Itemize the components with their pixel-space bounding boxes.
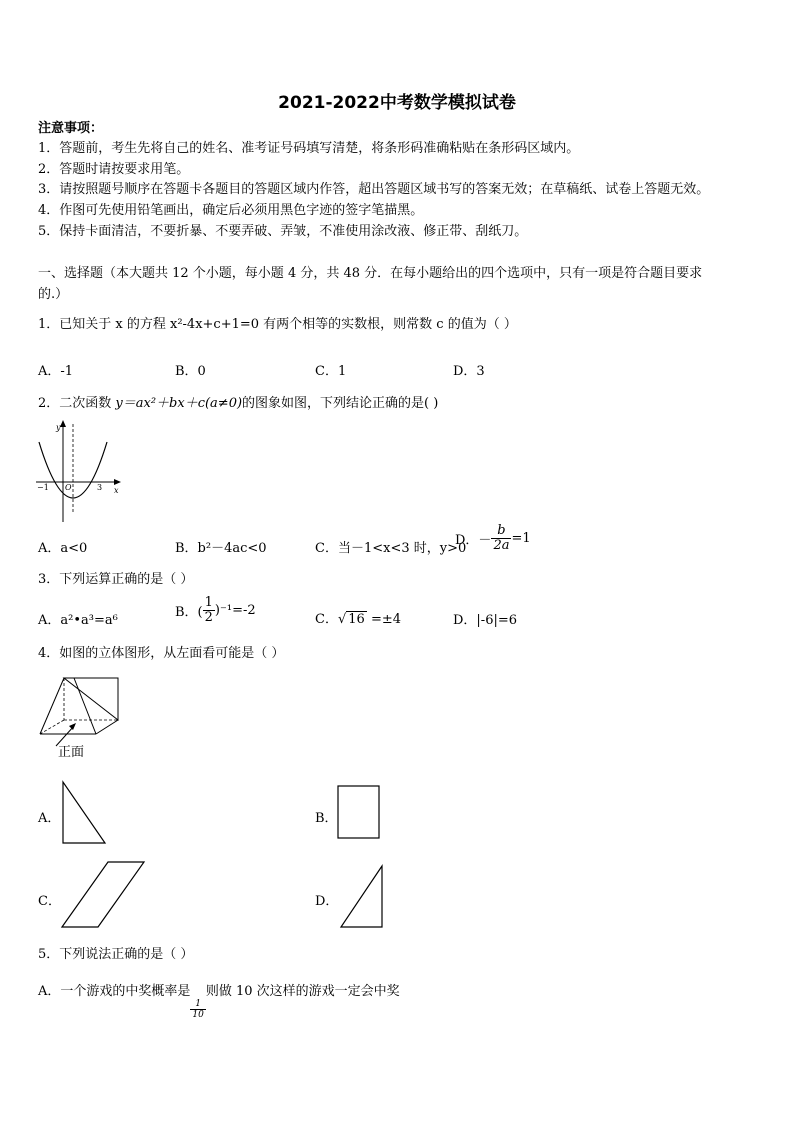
q3-stem: 3．下列运算正确的是（ ） [38, 572, 194, 587]
q3-option-c-prefix: C． [315, 612, 338, 627]
notice-item: 3．请按照题号顺序在答题卡各题目的答题区域内作答，超出答题区域书写的答案无效；在草稿纸、试卷上答题无效。 [38, 182, 710, 197]
notice-item: 5．保持卡面清洁，不要折暴、不要弄破、弄皱，不准使用涂改液、修正带、刮纸刀。 [38, 224, 528, 239]
right-root-label: 3 [97, 483, 103, 492]
q4-stem: 4．如图的立体图形，从左面看可能是（ ） [38, 646, 285, 661]
q4-option-b: B． [315, 811, 338, 826]
left-root-label: −1 [37, 483, 49, 492]
q5-option-a [38, 980, 400, 1020]
q2-stem-pre: 2．二次函数 [38, 396, 116, 411]
notice-heading: 注意事项： [38, 121, 104, 136]
q2-option-d-numerator: b [491, 524, 511, 539]
q3-option-b [175, 596, 256, 625]
q2-stem [38, 396, 438, 412]
q5-option-a-suffix: 则做 10 次这样的游戏一定会中奖 [205, 984, 400, 999]
notice-item: 1．答题前，考生先将自己的姓名、准考证号码填写清楚，将条形码准确粘贴在条形码区域内。 [38, 141, 580, 156]
notice-item: 4．作图可先使用铅笔画出，确定后必须用黑色字迹的签字笔描黑。 [38, 203, 424, 218]
back-edges [64, 678, 118, 720]
q2-option-d [455, 524, 531, 553]
section-heading-line1: 一、选择题（本大题共 12 个小题，每小题 4 分，共 48 分．在每小题给出的四个选项中，只有一项是符合题目要求 [38, 266, 703, 281]
front-label: 正面 [58, 745, 85, 760]
q3-option-b-suffix: )⁻¹=-2 [214, 603, 256, 618]
q3-option-b-numerator: 1 [204, 595, 213, 610]
q2-option-d-denominator: 2a [493, 538, 510, 553]
section-heading-line2: 的.） [38, 287, 69, 302]
q5-stem: 5．下列说法正确的是（ ） [38, 947, 194, 962]
q5-option-a-denominator: 10 [192, 1010, 204, 1020]
q2-option-a: A．a<0 [38, 541, 88, 556]
q1-stem: 1．已知关于 x 的方程 x²-4x+c+1=0 有两个相等的实数根，则常数 c 的值为（ ） [38, 317, 517, 332]
q3-option-c-suffix: =±4 [370, 612, 401, 627]
q2-stem-formula: y＝ax²＋bx＋c(a≠0) [115, 396, 243, 411]
y-axis-arrow [60, 420, 66, 427]
q5-option-a-prefix: A．一个游戏的中奖概率是 [38, 984, 191, 999]
radical-sign: √ [337, 612, 347, 627]
q4-option-b-rectangle [337, 785, 381, 841]
q3-option-b-denominator: 2 [204, 610, 213, 625]
x-axis-label: x [114, 486, 119, 495]
x-axis-arrow [114, 479, 121, 485]
q2-option-d-prefix: D．－ [455, 533, 492, 548]
q1-option-d: D．3 [453, 364, 485, 379]
q2-option-d-suffix: =1 [511, 531, 531, 546]
q3-option-c-radicand: 16 [348, 612, 365, 627]
q4-option-d-triangle [338, 864, 386, 930]
q1-option-b: B．0 [175, 364, 206, 379]
q4-option-a: A． [38, 811, 61, 826]
q4-option-c: C． [38, 894, 61, 909]
q4-option-c-parallelogram [60, 860, 146, 930]
q2-option-c: C．当－1<x<3 时，y>0 [315, 541, 467, 556]
q3-option-a: A．a²•a³=a⁶ [38, 613, 118, 628]
q3-option-b-prefix: B．( [175, 605, 203, 620]
page-title: 2021-2022中考数学模拟试卷 [278, 93, 516, 113]
notice-item: 2．答题时请按要求用笔。 [38, 162, 190, 177]
q2-parabola-graph [34, 418, 126, 524]
q3-option-d: D．|-6|=6 [453, 613, 518, 628]
q4-option-d: D． [315, 894, 339, 909]
q1-option-c: C．1 [315, 364, 347, 379]
q1-option-a: A．-1 [38, 364, 74, 379]
y-axis-label: y [56, 423, 61, 432]
view-arrow [56, 726, 74, 746]
q2-stem-post: 的图象如图，下列结论正确的是( ) [242, 396, 439, 411]
origin-label: O [65, 483, 72, 492]
q5-option-a-numerator: 1 [190, 999, 205, 1010]
q3-option-c [315, 608, 401, 627]
q2-option-b: B．b²－4ac<0 [175, 541, 267, 556]
q4-option-a-triangle [60, 780, 108, 846]
